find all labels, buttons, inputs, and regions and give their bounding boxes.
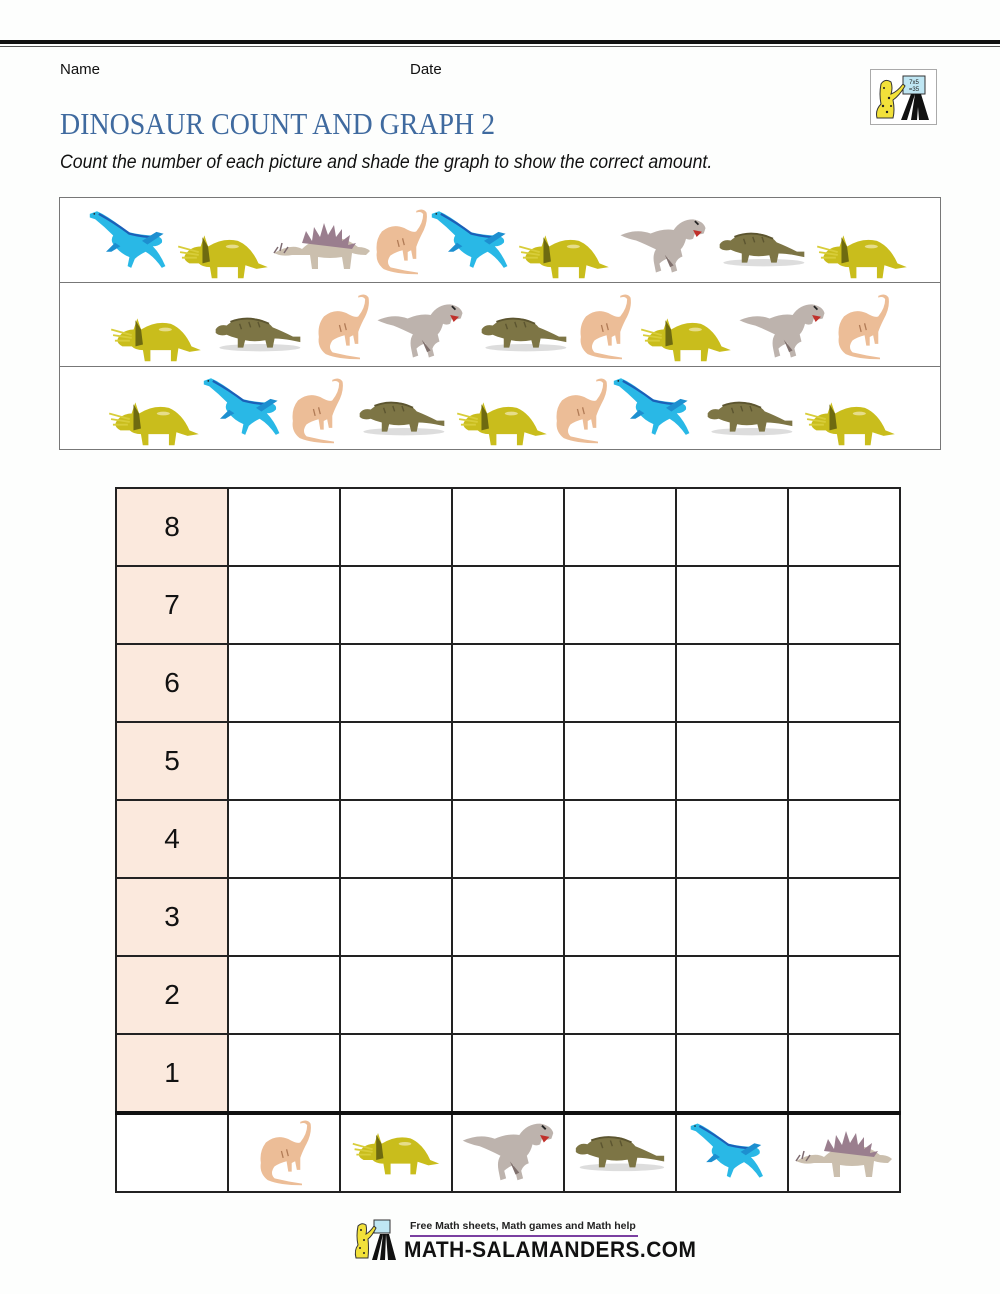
grid-cell[interactable]: [788, 1034, 900, 1113]
category-row: [116, 1113, 900, 1192]
ankylosaurus-icon: [572, 1127, 668, 1175]
footer-logo: [352, 1216, 697, 1264]
grid-cell[interactable]: [340, 488, 452, 566]
triceratops-icon: [802, 393, 898, 449]
plesiosaur-icon: [612, 375, 702, 439]
grid-cell[interactable]: [788, 488, 900, 566]
grid-cell[interactable]: [676, 566, 788, 644]
grid-cell[interactable]: [340, 644, 452, 722]
ankylosaurus-icon: [478, 309, 570, 355]
y-label-4: 4: [116, 800, 228, 878]
grid-cell[interactable]: [228, 488, 340, 566]
y-label-6: 6: [116, 644, 228, 722]
plesiosaur-icon: [430, 208, 520, 272]
brontosaurus-icon: [370, 204, 430, 276]
triceratops-icon: [814, 226, 910, 282]
grid-cell[interactable]: [676, 722, 788, 800]
grid-cell[interactable]: [676, 1034, 788, 1113]
grid-cell[interactable]: [788, 722, 900, 800]
picture-row-2: [60, 282, 940, 367]
triceratops-icon: [108, 309, 204, 365]
ankylosaurus-icon: [356, 393, 448, 439]
dinosaur-picture-box: [59, 197, 941, 450]
y-label-5: 5: [116, 722, 228, 800]
brontosaurus-icon: [550, 373, 610, 445]
t-rex-icon: [458, 1118, 558, 1184]
plesiosaur-icon: [689, 1119, 775, 1183]
grid-cell[interactable]: [452, 644, 564, 722]
category-t-rex: [452, 1113, 564, 1192]
grid-cell[interactable]: [228, 566, 340, 644]
y-label-3: 3: [116, 878, 228, 956]
top-rule-thick: [0, 40, 1000, 44]
grid-cell[interactable]: [340, 722, 452, 800]
brontosaurus-icon: [286, 373, 346, 445]
grid-cell[interactable]: [788, 956, 900, 1034]
y-label-8: 8: [116, 488, 228, 566]
grid-cell[interactable]: [228, 800, 340, 878]
y-label-1: 1: [116, 1034, 228, 1113]
empty-corner-cell: [116, 1113, 228, 1192]
grid-cell[interactable]: [788, 878, 900, 956]
grid-row-7: [116, 566, 900, 644]
t-rex-icon: [615, 214, 711, 276]
salamander-teacher-logo-icon: [352, 1218, 408, 1262]
ankylosaurus-icon: [704, 393, 796, 439]
grid-cell[interactable]: [340, 878, 452, 956]
category-brontosaurus: [228, 1113, 340, 1192]
picture-row-3: [60, 366, 940, 451]
grid-cell[interactable]: [564, 878, 676, 956]
grid-cell[interactable]: [452, 722, 564, 800]
grid-cell[interactable]: [564, 1034, 676, 1113]
grid-row-1: [116, 1034, 900, 1113]
grid-cell[interactable]: [340, 956, 452, 1034]
triceratops-icon: [638, 309, 734, 365]
name-label: Name: [60, 61, 101, 78]
footer-site-name[interactable]: MATH-SALAMANDERS.COM: [404, 1237, 697, 1262]
y-label-7: 7: [116, 566, 228, 644]
category-triceratops: [340, 1113, 452, 1192]
category-plesiosaur: [676, 1113, 788, 1192]
grid-cell[interactable]: [676, 488, 788, 566]
grid-cell[interactable]: [452, 566, 564, 644]
grid-row-8: [116, 488, 900, 566]
grid-row-5: [116, 722, 900, 800]
grid-cell[interactable]: [452, 800, 564, 878]
grid-cell[interactable]: [564, 644, 676, 722]
t-rex-icon: [372, 299, 468, 361]
picture-row-1: [60, 198, 940, 282]
triceratops-icon: [106, 393, 202, 449]
grid-cell[interactable]: [788, 566, 900, 644]
category-ankylosaurus: [564, 1113, 676, 1192]
grid-cell[interactable]: [788, 644, 900, 722]
stegosaurus-icon: [794, 1120, 894, 1182]
grid-cell[interactable]: [564, 488, 676, 566]
footer-tagline: Free Math sheets, Math games and Math help: [410, 1220, 636, 1232]
grid-row-6: [116, 644, 900, 722]
brontosaurus-icon: [832, 289, 892, 361]
plesiosaur-icon: [88, 208, 178, 272]
page-title: DINOSAUR COUNT AND GRAPH 2: [60, 106, 496, 141]
ankylosaurus-icon: [212, 309, 304, 355]
grid-cell[interactable]: [564, 956, 676, 1034]
grid-cell[interactable]: [676, 878, 788, 956]
triceratops-icon: [454, 393, 550, 449]
salamander-teacher-logo-icon: [870, 69, 937, 125]
grid-cell[interactable]: [564, 800, 676, 878]
grid-cell[interactable]: [340, 566, 452, 644]
triceratops-icon: [350, 1124, 442, 1178]
grid-cell[interactable]: [788, 800, 900, 878]
grid-cell[interactable]: [228, 644, 340, 722]
instructions-text: Count the number of each picture and shade the graph to show the correct amount.: [60, 152, 713, 173]
grid-cell[interactable]: [676, 644, 788, 722]
grid-cell[interactable]: [564, 722, 676, 800]
grid-cell[interactable]: [676, 800, 788, 878]
grid-cell[interactable]: [228, 722, 340, 800]
triceratops-icon: [175, 226, 271, 282]
grid-cell[interactable]: [228, 878, 340, 956]
grid-cell[interactable]: [340, 800, 452, 878]
t-rex-icon: [734, 299, 830, 361]
brontosaurus-icon: [312, 289, 372, 361]
grid-cell[interactable]: [228, 956, 340, 1034]
ankylosaurus-icon: [716, 224, 808, 270]
pictograph-grid: [115, 487, 901, 1193]
grid-cell[interactable]: [340, 1034, 452, 1113]
brontosaurus-icon: [254, 1116, 314, 1186]
grid-cell[interactable]: [452, 956, 564, 1034]
grid-cell[interactable]: [564, 566, 676, 644]
svg-text:7x5: 7x5: [909, 80, 919, 86]
grid-cell[interactable]: [452, 488, 564, 566]
triceratops-icon: [516, 226, 612, 282]
grid-row-2: [116, 956, 900, 1034]
brontosaurus-icon: [574, 289, 634, 361]
grid-row-3: [116, 878, 900, 956]
top-rule-thin: [0, 46, 1000, 47]
plesiosaur-icon: [202, 375, 292, 439]
svg-text:=35: =35: [908, 87, 920, 93]
grid-cell[interactable]: [452, 878, 564, 956]
grid-cell[interactable]: [676, 956, 788, 1034]
y-label-2: 2: [116, 956, 228, 1034]
grid-row-4: [116, 800, 900, 878]
grid-cell[interactable]: [452, 1034, 564, 1113]
grid-cell[interactable]: [228, 1034, 340, 1113]
category-stegosaurus: [788, 1113, 900, 1192]
stegosaurus-icon: [272, 212, 372, 274]
date-label: Date: [410, 61, 442, 78]
